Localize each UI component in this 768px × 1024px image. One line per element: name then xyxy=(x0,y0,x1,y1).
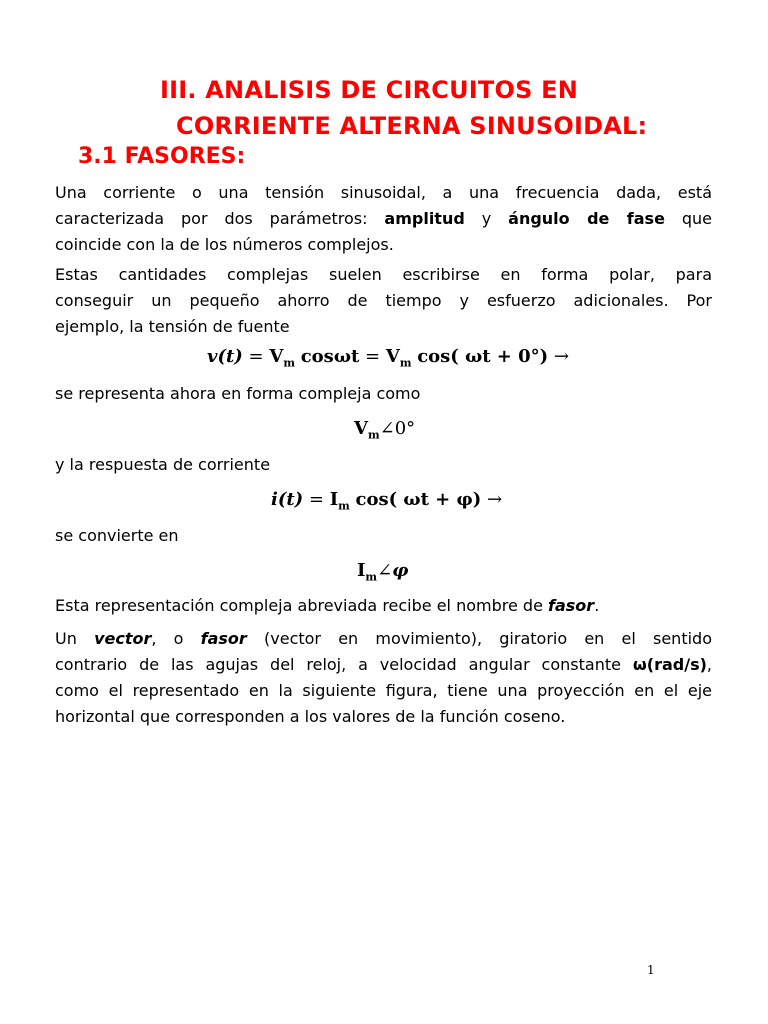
page-number: 1 xyxy=(647,963,655,977)
paragraph-fasor-definition xyxy=(55,593,599,619)
paragraph-line: Una corriente o una tensión sinusoidal, a una frecuencia dada, está xyxy=(55,183,712,202)
paragraph-line xyxy=(55,626,712,652)
eq-term: cosωt xyxy=(300,346,360,367)
text-span: , xyxy=(706,655,713,674)
eq-angle: ∠ xyxy=(377,560,393,581)
equation-voltage-phasor xyxy=(354,418,415,442)
paragraph-line: como el representado en la siguiente figura, tiene una proyección en el eje xyxy=(55,681,712,700)
eq-symbol: I xyxy=(357,560,366,581)
eq-symbol: V xyxy=(385,346,400,367)
paragraph-intro xyxy=(55,180,712,258)
text-span: . xyxy=(594,596,600,615)
eq-angle: ∠0° xyxy=(379,418,416,439)
paragraph-polar xyxy=(55,262,712,340)
eq-subscript: m xyxy=(365,570,378,584)
bold-term-amplitud: amplitud xyxy=(384,209,465,228)
eq-subscript: m xyxy=(399,356,412,370)
text-line: se representa ahora en forma compleja como xyxy=(55,384,421,403)
text-line: se convierte en xyxy=(55,526,179,545)
eq-equals: = xyxy=(308,489,325,510)
bold-term-omega: ω(rad/s) xyxy=(632,655,707,674)
eq-subscript: m xyxy=(338,499,350,513)
text-span: y xyxy=(481,209,492,228)
eq-lhs: i(t) xyxy=(271,489,304,510)
text-span: , o xyxy=(151,629,184,648)
eq-equals: = xyxy=(248,346,264,367)
eq-term: cos( ωt + 0°) xyxy=(417,346,549,367)
equation-current xyxy=(271,489,502,513)
paragraph-vector xyxy=(55,626,712,730)
paragraph-line: horizontal que corresponden a los valores de la función coseno. xyxy=(55,707,566,726)
paragraph-line: conseguir un pequeño ahorro de tiempo y esfuerzo adicionales. Por xyxy=(55,291,712,310)
text-span: contrario de las agujas del reloj, a velocidad angular constante xyxy=(55,655,621,674)
text-span: Un xyxy=(55,629,77,648)
bold-italic-term-fasor: fasor xyxy=(548,596,595,615)
eq-phi: φ xyxy=(392,560,409,581)
arrow-icon: → xyxy=(553,346,570,367)
bold-italic-term-vector: vector xyxy=(94,629,152,648)
eq-equals: = xyxy=(365,346,381,367)
paragraph-line: Estas cantidades complejas suelen escribirse en forma polar, para xyxy=(55,265,712,284)
eq-lhs: v(t) xyxy=(207,346,243,367)
eq-subscript: m xyxy=(283,356,295,370)
paragraph-line xyxy=(55,652,712,678)
eq-term: cos( ωt + φ) xyxy=(355,489,482,510)
text-span: caracterizada por dos parámetros: xyxy=(55,209,368,228)
section-title: 3.1 FASORES: xyxy=(78,144,246,169)
text-line: y la respuesta de corriente xyxy=(55,455,271,474)
paragraph-line xyxy=(55,206,712,232)
equation-voltage xyxy=(207,346,569,370)
chapter-title-line-1: III. ANALISIS DE CIRCUITOS EN xyxy=(160,76,578,104)
arrow-icon: → xyxy=(487,489,503,510)
paragraph-line: coincide con la de los números complejos. xyxy=(55,235,394,254)
eq-symbol: V xyxy=(354,418,368,439)
text-span: que xyxy=(681,209,712,228)
chapter-title-line-2: CORRIENTE ALTERNA SINUSOIDAL: xyxy=(176,112,648,140)
text-span: Esta representación compleja abreviada recibe el nombre de xyxy=(55,596,543,615)
text-span: (vector en movimiento), giratorio en el sentido xyxy=(264,629,712,648)
eq-subscript: m xyxy=(367,428,380,442)
bold-term-angulo-de-fase: ángulo de fase xyxy=(508,209,665,228)
equation-current-phasor xyxy=(357,560,408,584)
paragraph-line: ejemplo, la tensión de fuente xyxy=(55,317,290,336)
eq-symbol: I xyxy=(329,489,339,510)
eq-symbol: V xyxy=(269,346,284,367)
bold-italic-term-fasor: fasor xyxy=(200,629,247,648)
